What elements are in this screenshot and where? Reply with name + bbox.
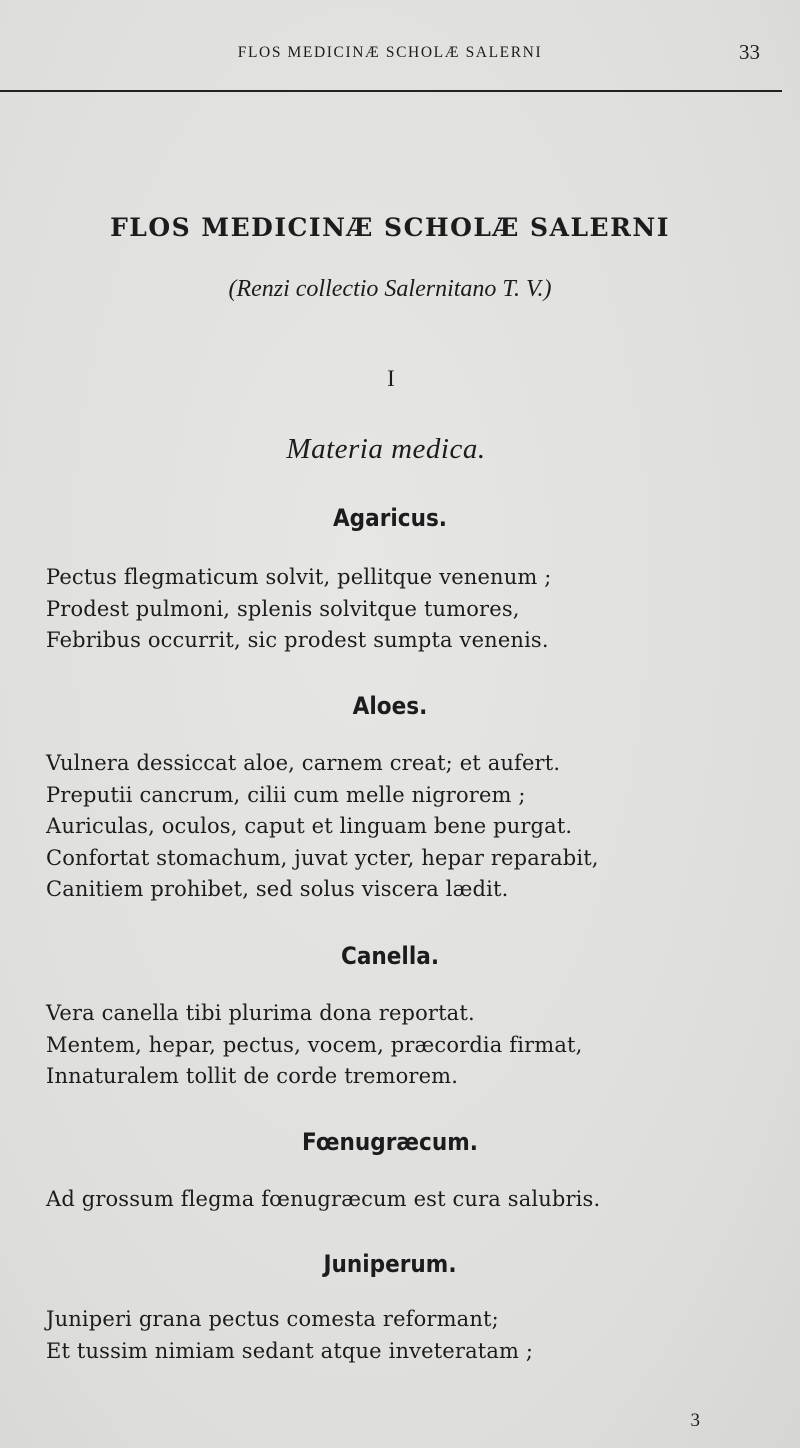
subtitle: (Renzi collectio Salernitano T. V.) [228,276,552,302]
page-number: 33 [739,40,760,64]
verse-line: Pectus flegmaticum solvit, pellitque venenum ; [46,565,552,589]
entry-heading-canella: Canella. [340,942,440,970]
verse-line: Confortat stomachum, juvat ycter, hepar reparabit, [46,845,599,870]
entry-verse-agaricus [46,562,746,657]
entry-verse-juniperum [46,1304,746,1367]
entry-heading-juniperum: Juniperum. [323,1250,457,1278]
verse-line: Vulnera dessiccat aloe, carnem creat; et aufert. [46,751,561,775]
verse-line: Canitiem prohibet, sed solus viscera lædit. [46,877,509,901]
entry-heading-agaricus: Agaricus. [332,504,448,532]
signature-mark: 3 [690,1410,700,1431]
verse-line: Mentem, hepar, pectus, vocem, præcordia firmat, [46,1032,583,1057]
verse-line: Ad grossum flegma fœnugræcum est cura salubris. [46,1187,601,1211]
verse-line: Innaturalem tollit de corde tremorem. [46,1064,459,1088]
verse-line: Auriculas, oculos, caput et linguam bene purgat. [46,814,573,838]
verse-line: Et tussim nimiam sedant atque inveteratam ; [46,1338,534,1363]
page-title: FLOS MEDICINÆ SCHOLÆ SALERNI [110,213,670,242]
entry-verse-aloes [46,748,746,906]
verse-line: Febribus occurrit, sic prodest sumpta venenis. [46,628,549,652]
section-title: Materia medica. [286,433,486,465]
running-head: FLOS MEDICINÆ SCHOLÆ SALERNI [237,44,543,61]
entry-verse-canella [46,998,746,1093]
entry-verse-foenugraecum [46,1184,746,1216]
verse-line: Prodest pulmoni, splenis solvitque tumores, [46,596,520,621]
verse-line: Vera canella tibi plurima dona reportat. [46,1001,475,1025]
section-number: I [387,366,395,391]
entry-heading-aloes: Aloes. [352,692,428,720]
entry-heading-foenugraecum: Fœnugræcum. [302,1128,478,1156]
header-rule [0,90,782,92]
verse-line: Preputii cancrum, cilii cum melle nigrorem ; [46,782,526,807]
verse-line: Juniperi grana pectus comesta reformant; [46,1307,499,1331]
